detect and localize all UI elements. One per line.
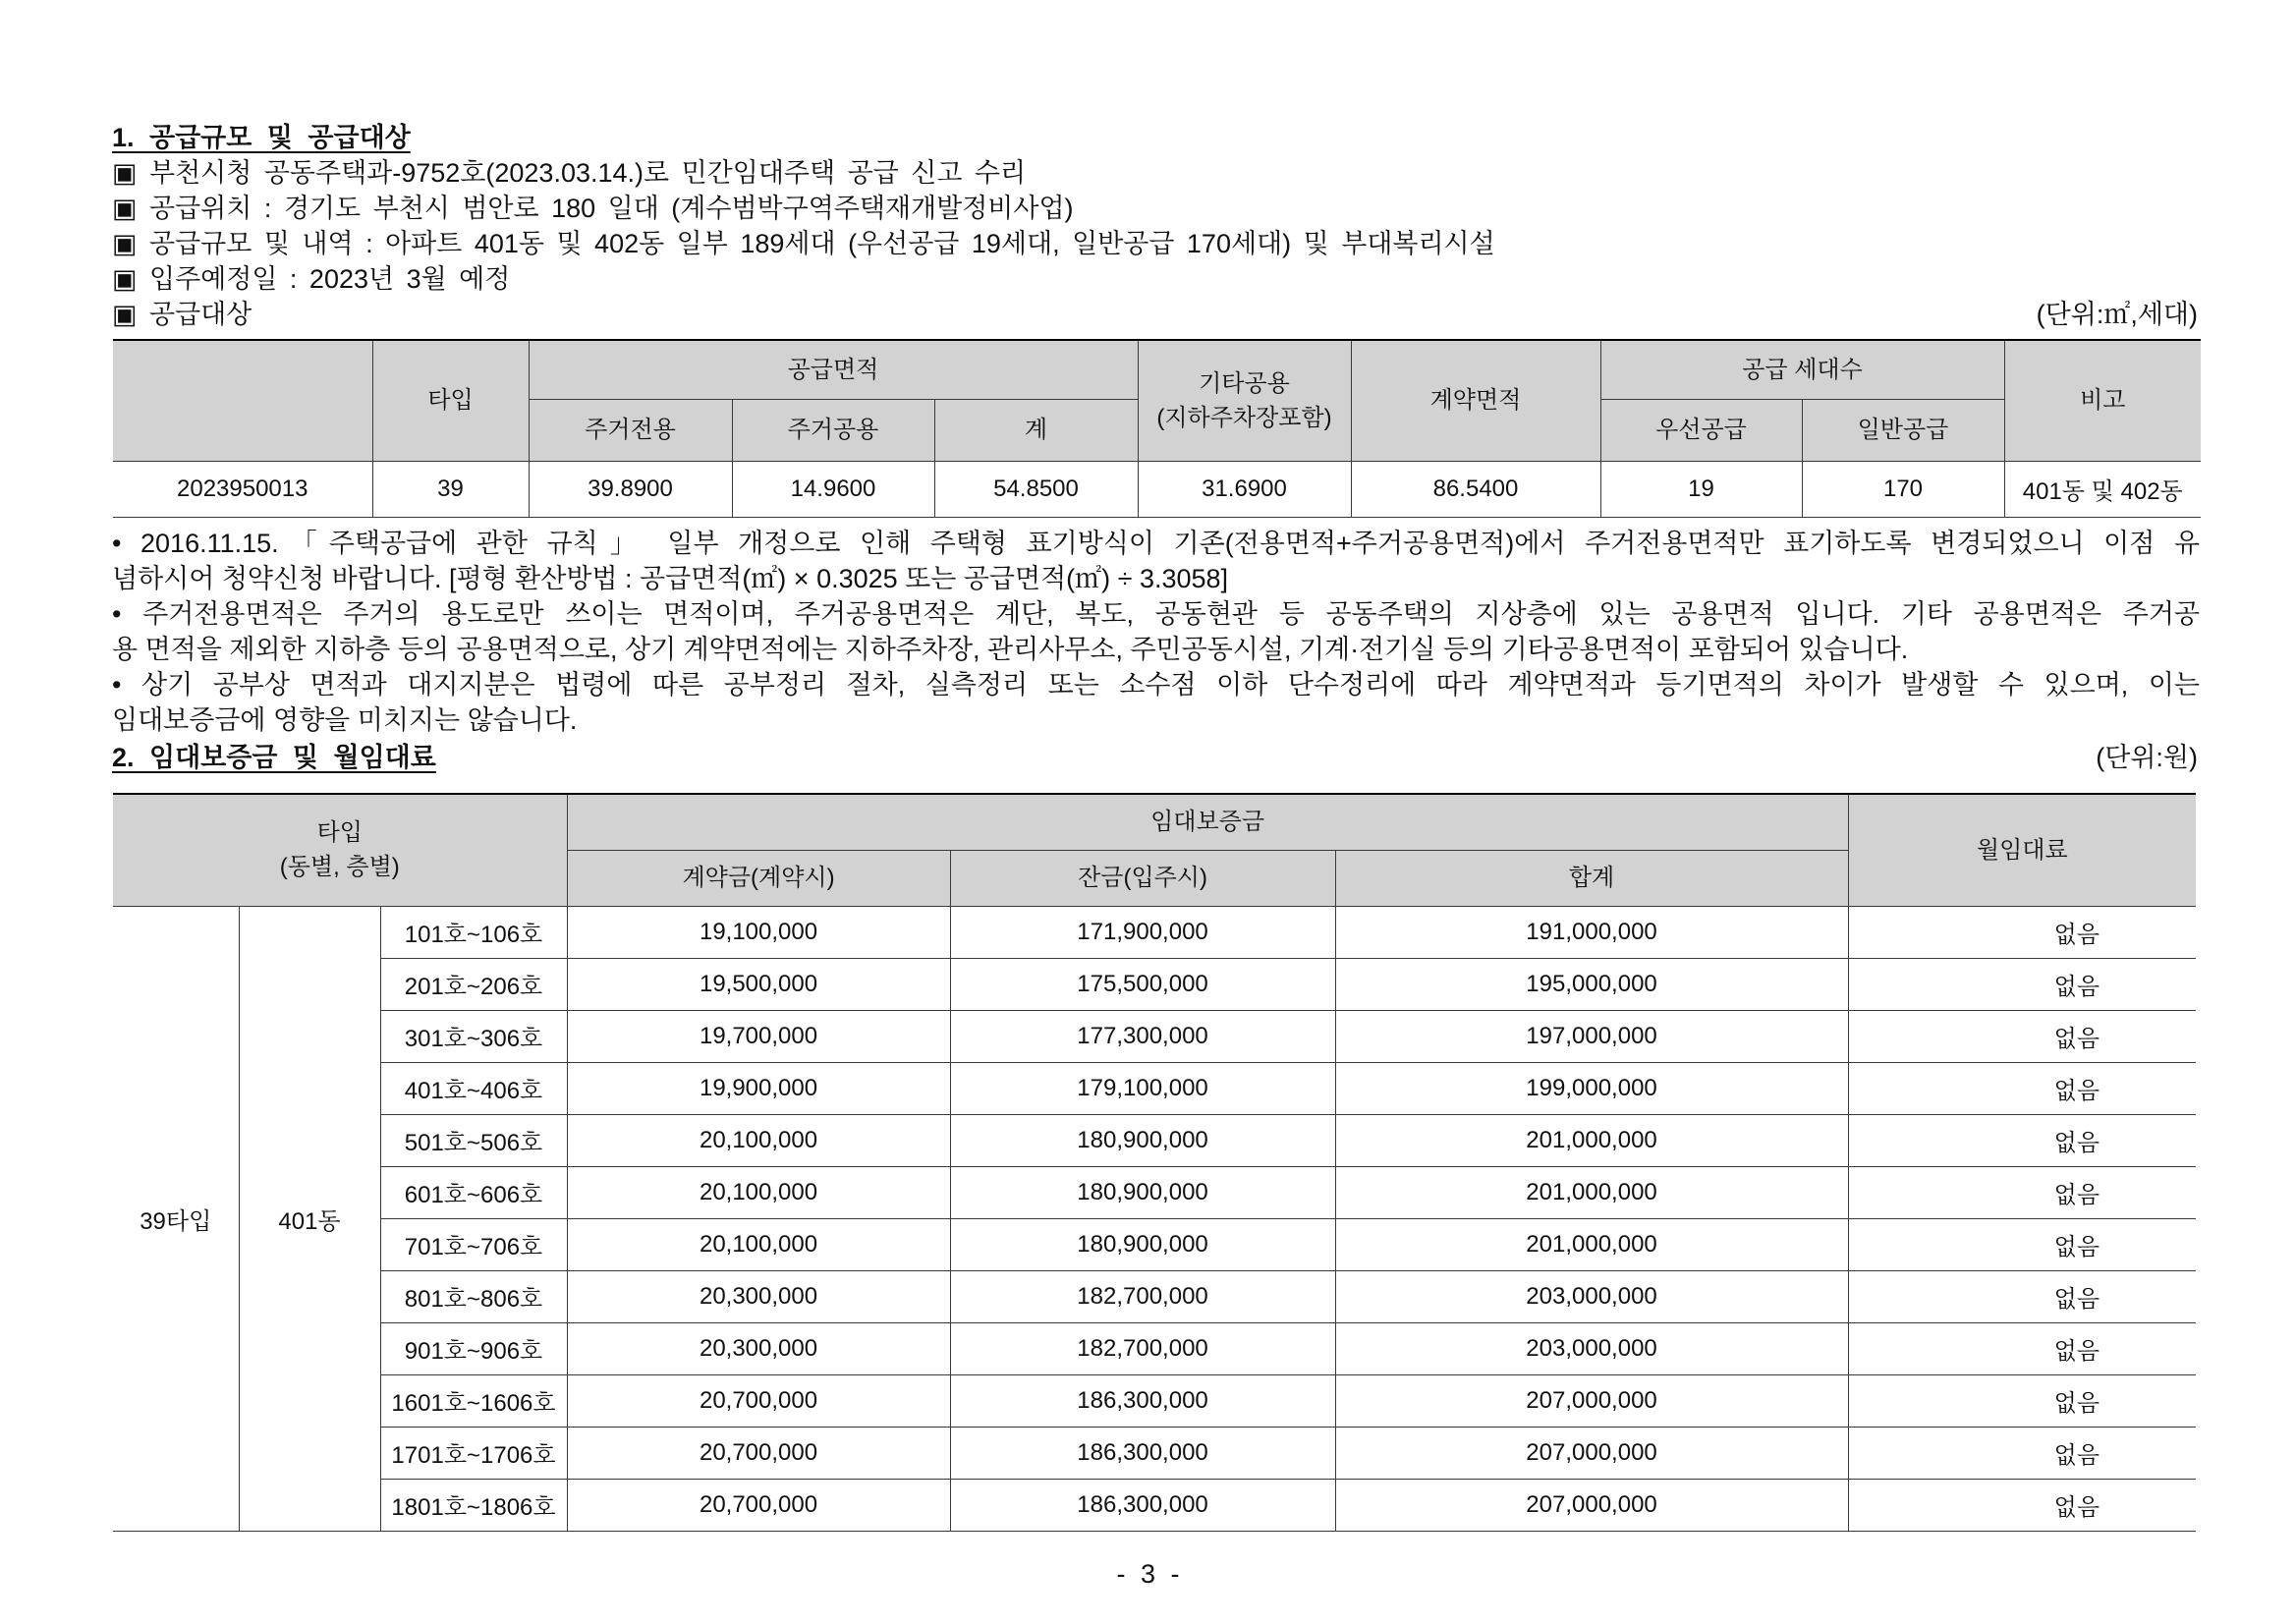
supply-other-common-cell: 31.6900: [1138, 461, 1351, 517]
rent-down-payment-cell: 19,500,000: [567, 958, 950, 1010]
note-2-line-1: • 주거전용면적은 주거의 용도로만 쓰이는 면적이며, 주거공용면적은 계단, 복도, 공동현관 등 공동주택의 지상층에 있는 공용면적 입니다. 기타 공용면적은 주거공: [112, 599, 2200, 629]
rent-row: [113, 1062, 2196, 1114]
rent-row: [113, 1114, 2196, 1166]
note-1-line-1: • 2016.11.15.「주택공급에 관한 규칙」 일부 개정으로 인해 주택형 표기방식이 기존(전용면적+주거공용면적)에서 주거전용면적만 표기하도록 변경되었으니 이점 유: [112, 529, 2200, 558]
rent-units-cell: 501호~506호: [380, 1114, 567, 1166]
rent-total-cell: 207,000,000: [1335, 1479, 1848, 1531]
supply-contract-area-cell: 86.5400: [1351, 461, 1600, 517]
rent-units-cell: 801호~806호: [380, 1270, 567, 1322]
header-other-common: [1138, 340, 1351, 461]
rent-down-payment-cell: 19,700,000: [567, 1010, 950, 1062]
rent-table-body: [113, 906, 2196, 1531]
rent-balance-cell: 186,300,000: [950, 1374, 1335, 1427]
rent-table-unit: (단위:원): [2096, 743, 2198, 772]
rent-balance-cell: 171,900,000: [950, 906, 1335, 958]
header-remarks: 비고: [2004, 340, 2201, 461]
rent-header-row-1: [113, 794, 2196, 850]
rent-monthly-rent-cell: 없음: [1848, 1114, 2196, 1166]
supply-code-cell: 2023950013: [113, 461, 372, 517]
supply-item-move-in-date: ▣ 입주예정일 : 2023년 3월 예정: [112, 264, 511, 294]
rent-units-cell: 1801호~1806호: [380, 1479, 567, 1531]
rent-total-cell: 201,000,000: [1335, 1218, 1848, 1270]
rent-units-cell: 101호~106호: [380, 906, 567, 958]
header-down-payment: 계약금(계약시): [567, 850, 950, 906]
rent-row: [113, 1322, 2196, 1374]
supply-priority-cell: 19: [1600, 461, 1802, 517]
rent-total-cell: 207,000,000: [1335, 1374, 1848, 1427]
rent-units-cell: 1601호~1606호: [380, 1374, 567, 1427]
rent-balance-cell: 186,300,000: [950, 1427, 1335, 1479]
rent-total-cell: 195,000,000: [1335, 958, 1848, 1010]
supply-remarks-cell: 401동 및 402동: [2004, 461, 2201, 517]
rent-total-cell: 203,000,000: [1335, 1322, 1848, 1374]
rent-row: [113, 1010, 2196, 1062]
rent-row: [113, 1374, 2196, 1427]
rent-total-cell: 191,000,000: [1335, 906, 1848, 958]
note-3-line-2: 임대보증금에 영향을 미치지는 않습니다.: [112, 705, 578, 735]
header-supply-area: 공급면적: [529, 340, 1138, 399]
rent-monthly-rent-cell: 없음: [1848, 1427, 2196, 1479]
page-number: - 3 -: [1116, 1559, 1180, 1589]
header-contract-area: 계약면적: [1351, 340, 1600, 461]
supply-header-row-1: [113, 340, 2201, 399]
supply-table: [113, 339, 2201, 518]
section-1-heading: 1. 공급규모 및 공급대상: [112, 123, 411, 152]
supply-item-notice: ▣ 부천시청 공동주택과-9752호(2023.03.14.)로 민간임대주택 공급 신고 수리: [112, 158, 1027, 188]
rent-down-payment-cell: 20,300,000: [567, 1322, 950, 1374]
rent-total-cell: 207,000,000: [1335, 1427, 1848, 1479]
rent-down-payment-cell: 19,100,000: [567, 906, 950, 958]
note-1-line-2: 념하시어 청약신청 바랍니다. [평형 환산방법 : 공급면적(㎡) × 0.3025 또는 공급면적(㎡) ÷ 3.3058]: [112, 564, 1229, 593]
header-total: 합계: [1335, 850, 1848, 906]
header-other-common-line-2: (지하주차장포함): [1156, 404, 1332, 431]
rent-balance-cell: 180,900,000: [950, 1114, 1335, 1166]
area-notes: [112, 526, 2200, 738]
rent-units-cell: 401호~406호: [380, 1062, 567, 1114]
rent-total-cell: 201,000,000: [1335, 1114, 1848, 1166]
header-rent-type: [113, 794, 567, 906]
header-priority-supply: 우선공급: [1600, 399, 1802, 461]
header-residential-common: 주거공용: [732, 399, 934, 461]
rent-monthly-rent-cell: 없음: [1848, 1010, 2196, 1062]
header-type: 타입: [372, 340, 529, 461]
supply-general-cell: 170: [1802, 461, 2004, 517]
rent-monthly-rent-cell: 없음: [1848, 1062, 2196, 1114]
header-blank-cell: [113, 340, 372, 461]
header-subtotal: 계: [934, 399, 1138, 461]
supply-subtotal-cell: 54.8500: [934, 461, 1138, 517]
supply-item-scale: ▣ 공급규모 및 내역 : 아파트 401동 및 402동 일부 189세대 (우선공급 19세대, 일반공급 170세대) 및 부대복리시설: [112, 229, 1495, 258]
supply-item-target: ▣ 공급대상: [112, 300, 252, 329]
note-2-line-2: 용 면적을 제외한 지하층 등의 공용면적으로, 상기 계약면적에는 지하주차장, 관리사무소, 주민공동시설, 기계·전기실 등의 기타공용면적이 포함되어 있습니다.: [112, 635, 1909, 664]
supply-row: [113, 461, 2201, 517]
rent-monthly-rent-cell: 없음: [1848, 1322, 2196, 1374]
rent-building-cell: 401동: [239, 906, 380, 1531]
rent-units-cell: 301호~306호: [380, 1010, 567, 1062]
rent-down-payment-cell: 20,700,000: [567, 1427, 950, 1479]
rent-units-cell: 1701호~1706호: [380, 1427, 567, 1479]
rent-down-payment-cell: 20,300,000: [567, 1270, 950, 1322]
rent-row: [113, 1427, 2196, 1479]
rent-row: [113, 1479, 2196, 1531]
rent-total-cell: 201,000,000: [1335, 1166, 1848, 1218]
rent-down-payment-cell: 20,700,000: [567, 1479, 950, 1531]
header-deposit: 임대보증금: [567, 794, 1848, 850]
rent-balance-cell: 177,300,000: [950, 1010, 1335, 1062]
supply-item-location: ▣ 공급위치 : 경기도 부천시 범안로 180 일대 (계수범박구역주택재개발정비사업): [112, 194, 1074, 223]
rent-balance-cell: 179,100,000: [950, 1062, 1335, 1114]
rent-units-cell: 701호~706호: [380, 1218, 567, 1270]
note-3-line-1: • 상기 공부상 면적과 대지지분은 법령에 따른 공부정리 절차, 실측정리 또는 소수점 이하 단수정리에 따라 계약면적과 등기면적의 차이가 발생할 수 있으며, 이는: [112, 670, 2200, 700]
header-rent-type-line-1: 타입: [316, 819, 363, 847]
header-balance: 잔금(입주시): [950, 850, 1335, 906]
rent-total-cell: 197,000,000: [1335, 1010, 1848, 1062]
header-households: 공급 세대수: [1600, 340, 2004, 399]
section-1-heading-line: [112, 120, 2198, 155]
rent-units-cell: 601호~606호: [380, 1166, 567, 1218]
rent-row: [113, 958, 2196, 1010]
header-residential-exclusive: 주거전용: [529, 399, 732, 461]
rent-type-cell: 39타입: [113, 906, 239, 1531]
rent-monthly-rent-cell: 없음: [1848, 1479, 2196, 1531]
header-rent-type-line-2: (동별, 층별): [279, 854, 400, 881]
rent-row: [113, 1218, 2196, 1270]
rent-down-payment-cell: 20,100,000: [567, 1114, 950, 1166]
rent-monthly-rent-cell: 없음: [1848, 958, 2196, 1010]
header-other-common-line-1: 기타공용: [1199, 369, 1290, 397]
rent-row: [113, 1166, 2196, 1218]
header-monthly-rent: 월임대료: [1848, 794, 2196, 906]
rent-monthly-rent-cell: 없음: [1848, 1374, 2196, 1427]
rent-down-payment-cell: 19,900,000: [567, 1062, 950, 1114]
supply-table-unit: (단위:㎡,세대): [2036, 300, 2198, 329]
rent-balance-cell: 180,900,000: [950, 1166, 1335, 1218]
section-rent-heading-line: [112, 740, 2198, 775]
rent-balance-cell: 175,500,000: [950, 958, 1335, 1010]
rent-total-cell: 203,000,000: [1335, 1270, 1848, 1322]
rent-balance-cell: 182,700,000: [950, 1322, 1335, 1374]
rent-monthly-rent-cell: 없음: [1848, 1166, 2196, 1218]
rent-monthly-rent-cell: 없음: [1848, 906, 2196, 958]
rent-row: [113, 1270, 2196, 1322]
rent-monthly-rent-cell: 없음: [1848, 1270, 2196, 1322]
rent-down-payment-cell: 20,700,000: [567, 1374, 950, 1427]
rent-balance-cell: 186,300,000: [950, 1479, 1335, 1531]
rent-row: [113, 906, 2196, 958]
rent-balance-cell: 180,900,000: [950, 1218, 1335, 1270]
supply-residential-common-cell: 14.9600: [732, 461, 934, 517]
supply-target-line: [112, 297, 2198, 332]
rent-monthly-rent-cell: 없음: [1848, 1218, 2196, 1270]
rent-table: [113, 793, 2196, 1532]
rent-units-cell: 901호~906호: [380, 1322, 567, 1374]
rent-down-payment-cell: 20,100,000: [567, 1166, 950, 1218]
section-supply-overview: [112, 120, 2198, 332]
rent-down-payment-cell: 20,100,000: [567, 1218, 950, 1270]
rent-units-cell: 201호~206호: [380, 958, 567, 1010]
header-general-supply: 일반공급: [1802, 399, 2004, 461]
supply-type-cell: 39: [372, 461, 529, 517]
section-2-heading: 2. 임대보증금 및 월임대료: [112, 743, 436, 772]
rent-total-cell: 199,000,000: [1335, 1062, 1848, 1114]
rent-balance-cell: 182,700,000: [950, 1270, 1335, 1322]
supply-residential-exclusive-cell: 39.8900: [529, 461, 732, 517]
